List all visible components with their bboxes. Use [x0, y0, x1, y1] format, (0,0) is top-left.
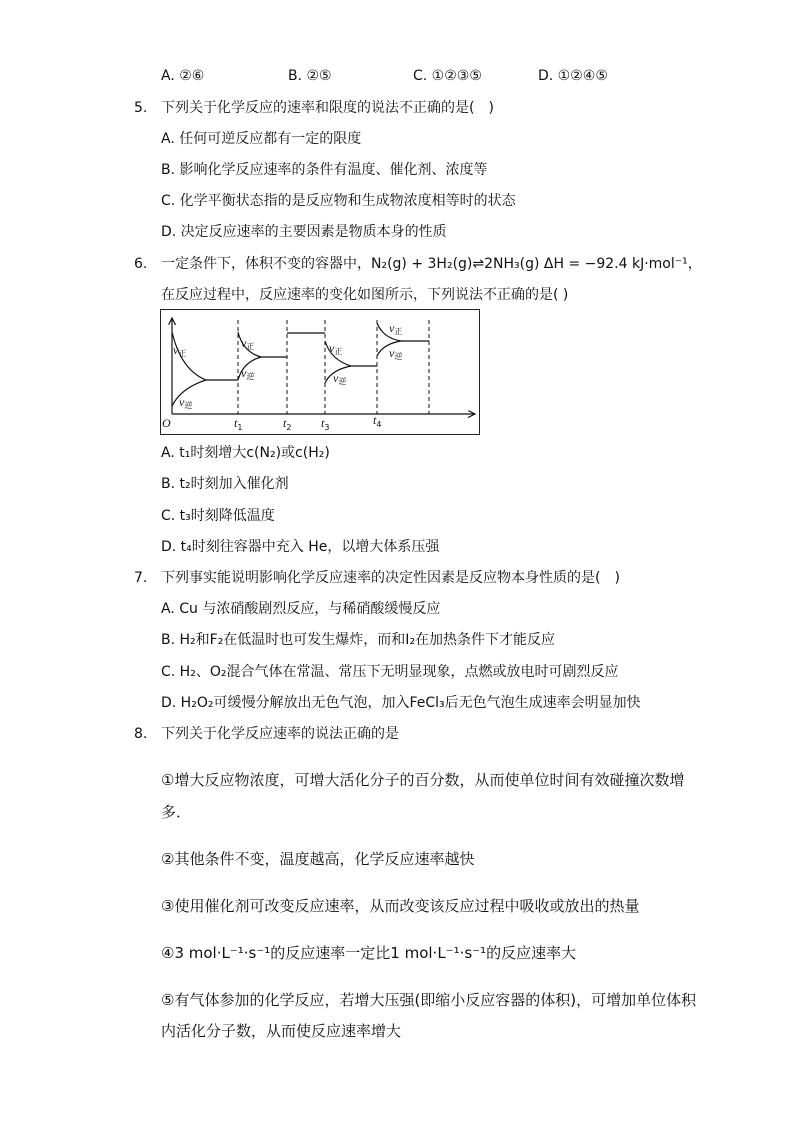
question-8-item-1-line2: 多．	[161, 803, 192, 821]
prev-option-c: C. ①②③⑤	[413, 68, 482, 84]
rate-time-chart-svg	[161, 310, 481, 436]
label-v-forward-5: v正	[389, 321, 403, 336]
question-6-number: 6.	[134, 256, 148, 272]
question-8-item-4: ④3 mol·L⁻¹·s⁻¹的反应速率一定比1 mol·L⁻¹·s⁻¹的反应速率大	[161, 944, 577, 962]
tick-label-t1: $t_1$	[234, 416, 243, 432]
question-7-option-c: C. H₂、O₂混合气体在常温、常压下无明显现象，点燃或放电时可剧烈反应	[161, 664, 619, 680]
question-8-number: 8.	[134, 726, 148, 742]
prev-option-a: A. ②⑥	[161, 68, 205, 84]
question-8-item-5-line1: ⑤有气体参加的化学反应，若增大压强(即缩小反应容器的体积)，可增加单位体积	[161, 991, 697, 1009]
question-6-option-d: D. t₄时刻往容器中充入 He，以增大体系压强	[161, 539, 440, 555]
label-v-forward-1: v正	[173, 343, 187, 358]
question-7-option-b: B. H₂和F₂在低温时也可发生爆炸，而和I₂在加热条件下才能反应	[161, 632, 556, 648]
label-v-reverse-1: v逆	[179, 395, 193, 410]
question-6-option-a: A. t₁时刻增大c(N₂)或c(H₂)	[161, 445, 330, 461]
prev-option-b: B. ②⑤	[288, 68, 332, 84]
question-5-number: 5.	[134, 100, 148, 116]
question-5-option-b: B. 影响化学反应速率的条件有温度、催化剂、浓度等	[161, 162, 488, 178]
question-8-item-3: ③使用催化剂可改变反应速率，从而改变该反应过程中吸收或放出的热量	[161, 897, 640, 915]
question-5-option-a: A. 任何可逆反应都有一定的限度	[161, 131, 362, 147]
label-v-reverse-5: v逆	[389, 346, 403, 361]
question-6-option-c: C. t₃时刻降低温度	[161, 508, 275, 524]
question-7-stem: 下列事实能说明影响化学反应速率的决定性因素是反应物本身性质的是( )	[161, 570, 620, 586]
question-6-stem-line2: 在反应过程中，反应速率的变化如图所示，下列说法不正确的是( )	[161, 287, 569, 303]
rate-time-chart	[160, 309, 480, 435]
tick-label-t2: $t_2$	[283, 416, 292, 432]
tick-label-t4: $t_4$	[373, 413, 382, 429]
question-5-option-c: C. 化学平衡状态指的是反应物和生成物浓度相等时的状态	[161, 193, 516, 209]
question-7-option-a: A. Cu 与浓硝酸剧烈反应，与稀硝酸缓慢反应	[161, 601, 441, 617]
question-5-stem: 下列关于化学反应的速率和限度的说法不正确的是( )	[161, 100, 494, 116]
question-7-option-d: D. H₂O₂可缓慢分解放出无色气泡，加入FeCl₃后无色气泡生成速率会明显加快	[161, 695, 641, 711]
question-8-stem: 下列关于化学反应速率的说法正确的是	[161, 726, 399, 742]
label-v-reverse-2: v逆	[241, 366, 255, 381]
question-8-item-2: ②其他条件不变，温度越高，化学反应速率越快	[161, 850, 475, 868]
question-6-option-b: B. t₂时刻加入催化剂	[161, 476, 289, 492]
tick-label-t3: $t_3$	[321, 416, 330, 432]
question-5-option-d: D. 决定反应速率的主要因素是物质本身的性质	[161, 224, 447, 240]
label-v-reverse-4: v逆	[333, 371, 347, 386]
question-6-stem-line1: 一定条件下，体积不变的容器中，N₂(g) + 3H₂(g)⇌2NH₃(g) ΔH = −92.4 kJ·mol⁻¹，	[161, 256, 702, 272]
tick-label-origin: O	[162, 416, 171, 430]
question-8-item-1-line1: ①增大反应物浓度，可增大活化分子的百分数，从而使单位时间有效碰撞次数增	[161, 771, 685, 789]
question-7-number: 7.	[134, 570, 148, 586]
prev-option-d: D. ①②④⑤	[538, 68, 608, 84]
question-8-item-5-line2: 内活化分子数，从而使反应速率增大	[161, 1022, 402, 1040]
label-v-forward-4: v正	[329, 341, 343, 356]
label-v-forward-2: v正	[241, 336, 255, 351]
